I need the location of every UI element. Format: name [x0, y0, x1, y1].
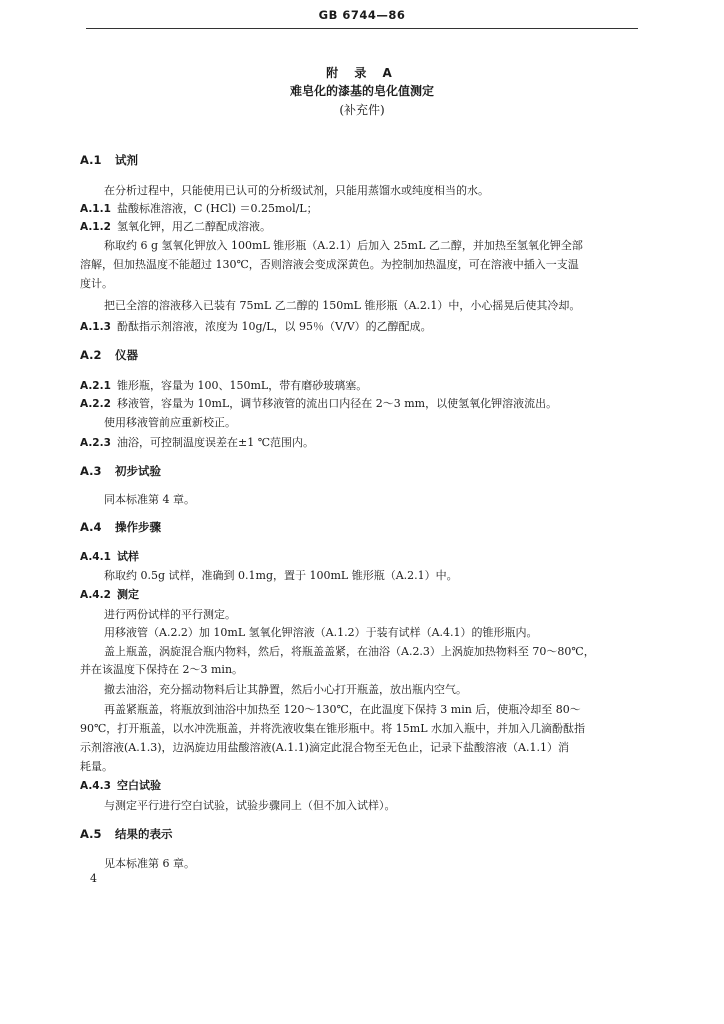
- paragraph-line: 撤去油浴，充分摇动物料后让其静置，然后小心打开瓶盖，放出瓶内空气。: [104, 683, 467, 696]
- clause-text: 测定: [117, 588, 139, 601]
- clause-text: 盐酸标准溶液，C (HCl) ＝0.25mol/L；: [117, 202, 318, 215]
- section-title: 仪器: [115, 348, 138, 362]
- paragraph-line: 称取约 6 g 氢氧化钾放入 100mL 锥形瓶（A.2.1）后加入 25mL 乙二醇，并加热至氢氧化钾全部: [104, 239, 583, 252]
- clause-number: A.2.2: [80, 398, 111, 410]
- paragraph-line: 在分析过程中，只能使用已认可的分析级试剂，只能用蒸馏水或纯度相当的水。: [104, 184, 489, 197]
- section-heading: [80, 152, 138, 168]
- section-number: A.3: [80, 464, 102, 478]
- paragraph-line: 使用移液管前应重新校正。: [104, 416, 236, 429]
- paragraph-line: 用移液管（A.2.2）加 10mL 氢氧化钾溶液（A.1.2）于装有试样（A.4.1）的锥形瓶内。: [104, 626, 538, 639]
- clause-line: [80, 777, 161, 793]
- standard-code-header: GB 6744—86: [318, 8, 406, 22]
- appendix-title: 难皂化的漆基的皂化值测定: [289, 84, 434, 98]
- section-heading: [80, 463, 161, 479]
- clause-number: A.4.1: [80, 551, 111, 563]
- clause-text: 锥形瓶，容量为 100、150mL，带有磨砂玻璃塞。: [117, 379, 368, 392]
- clause-text: 酚酞指示剂溶液，浓度为 10g/L，以 95％（V/V）的乙醇配成。: [117, 320, 432, 333]
- paragraph-line: 同本标准第 4 章。: [104, 493, 195, 506]
- section-number: A.4: [80, 520, 102, 534]
- clause-line: [80, 318, 432, 334]
- paragraph-line: 再盖紧瓶盖，将瓶放到油浴中加热至 120～130℃，在此温度下保持 3 min 后，使瓶冷却至 80～: [104, 703, 581, 716]
- section-title: 结果的表示: [115, 827, 173, 841]
- clause-number: A.2.3: [80, 437, 111, 449]
- clause-text: 油浴，可控制温度误差在±1 ℃范围内。: [117, 436, 315, 449]
- clause-text: 移液管，容量为 10mL，调节移液管的流出口内径在 2～3 mm，以使氢氧化钾溶液流出。: [117, 397, 558, 410]
- clause-line: [80, 377, 367, 393]
- clause-text: 空白试验: [117, 779, 161, 792]
- clause-number: A.4.3: [80, 780, 111, 792]
- clause-line: [80, 218, 271, 234]
- paragraph-continuation: 并在该温度下保持在 2～3 min。: [80, 663, 244, 676]
- appendix-subtitle: (补充件): [339, 103, 385, 117]
- section-number: A.1: [80, 153, 102, 167]
- paragraph-line: 见本标准第 6 章。: [104, 857, 195, 870]
- clause-line: [80, 434, 314, 450]
- paragraph-continuation: 90℃，打开瓶盖，以水冲洗瓶盖，并将洗液收集在锥形瓶中。将 15mL 水加入瓶中，并加入几滴酚酞指: [80, 722, 586, 735]
- appendix-label: 附 录 A: [326, 66, 398, 80]
- section-title: 操作步骤: [115, 520, 161, 534]
- paragraph-line: 称取约 0.5g 试样，准确到 0.1mg，置于 100mL 锥形瓶（A.2.1）中。: [104, 569, 458, 582]
- paragraph-line: 把已全溶的溶液移入已装有 75mL 乙二醇的 150mL 锥形瓶（A.2.1）中，小心摇晃后使其冷却。: [104, 299, 581, 312]
- clause-line: [80, 395, 557, 411]
- clause-text: 试样: [117, 550, 139, 563]
- clause-number: A.4.2: [80, 589, 111, 601]
- clause-number: A.1.3: [80, 321, 111, 333]
- paragraph-line: 与测定平行进行空白试验，试验步骤同上（但不加入试样）。: [104, 799, 396, 812]
- section-heading: [80, 347, 138, 363]
- paragraph-continuation: 示剂溶液(A.1.3)，边涡旋边用盐酸溶液(A.1.1)滴定此混合物至无色止，记录下盐酸溶液（A.1.1）消: [80, 741, 569, 754]
- clause-line: [80, 586, 139, 602]
- paragraph-line: 盖上瓶盖，涡旋混合瓶内物料，然后，将瓶盖盖紧，在油浴（A.2.3）上涡旋加热物料至 70～80℃，: [104, 645, 595, 658]
- clause-number: A.1.1: [80, 203, 111, 215]
- paragraph-continuation: 耗量。: [80, 760, 113, 773]
- section-title: 初步试验: [115, 464, 161, 478]
- header-rule: [86, 28, 638, 29]
- section-title: 试剂: [115, 153, 138, 167]
- paragraph-line: 进行两份试样的平行测定。: [104, 608, 236, 621]
- clause-number: A.1.2: [80, 221, 111, 233]
- section-number: A.2: [80, 348, 102, 362]
- paragraph-continuation: 溶解，但加热温度不能超过 130℃，否则溶液会变成深黄色。为控制加热温度，可在溶液中插入一支温: [80, 258, 579, 271]
- page-number: 4: [90, 872, 97, 885]
- clause-text: 氢氧化钾，用乙二醇配成溶液。: [117, 220, 271, 233]
- section-heading: [80, 826, 173, 842]
- section-heading: [80, 519, 161, 535]
- section-number: A.5: [80, 827, 102, 841]
- clause-line: [80, 200, 318, 216]
- paragraph-continuation: 度计。: [80, 277, 113, 290]
- clause-number: A.2.1: [80, 380, 111, 392]
- clause-line: [80, 548, 139, 564]
